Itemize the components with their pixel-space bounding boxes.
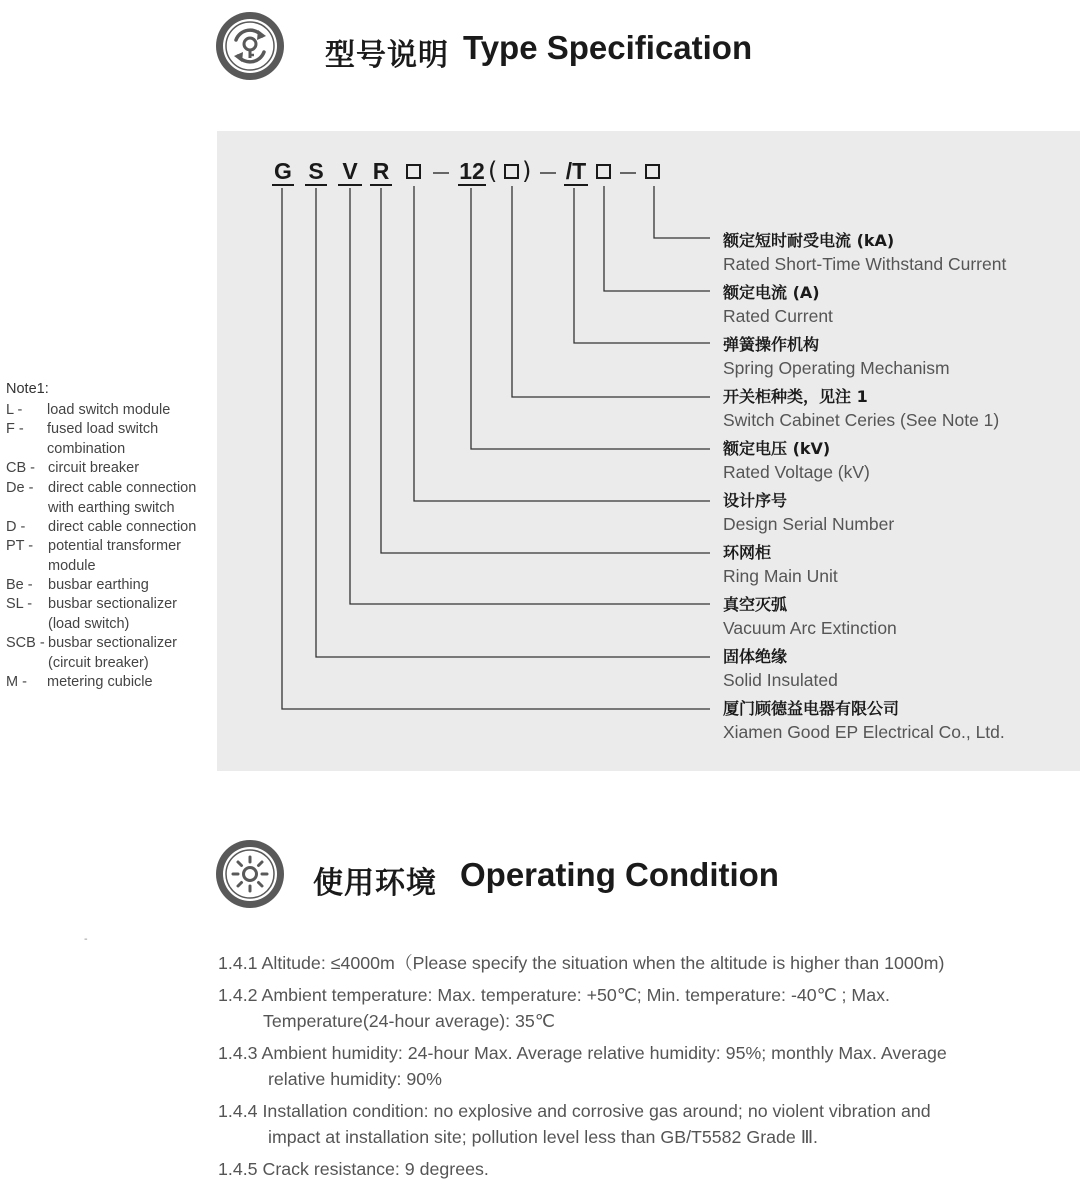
code-paren-close: ) [522,157,532,185]
note-key: CB - [6,460,35,476]
code-letter-g: G [272,158,294,186]
condition-temperature: 1.4.2 Ambient temperature: Max. temperature: +50℃; Min. temperature: -40℃ ; Max. Temperature(24-hour average): 35℃ [218,985,890,1031]
note-value: busbar sectionalizer (circuit breaker) [48,635,177,671]
label-en-vacuum-arc: Vacuum Arc Extinction [723,618,897,638]
code-mechanism: /T [565,158,587,184]
small-mark: - [84,934,88,945]
note-key: Be - [6,577,33,593]
label-en-mechanism: Spring Operating Mechanism [723,358,950,378]
sun-icon [214,838,286,910]
label-cn-short-time-current: 额定短时耐受电流 (kA) [723,231,895,250]
condition-crack-resistance: 1.4.5 Crack resistance: 9 degrees. [218,1159,489,1179]
note-value: direct cable connection with earthing switch [48,480,197,516]
note-key: F - [6,421,24,437]
label-cn-solid-insulated: 固体绝缘 [723,647,788,666]
label-cn-mechanism: 弹簧操作机构 [723,335,820,354]
note-key: D - [6,519,26,535]
label-cn-ring-main-unit: 环网柜 [723,543,772,562]
note-value: circuit breaker [48,460,140,476]
label-en-cabinet-series: Switch Cabinet Ceries (See Note 1) [723,410,1000,430]
note-value: potential transformer module [48,538,181,574]
condition-installation: 1.4.4 Installation condition: no explosive and corrosive gas around; no violent vibration and impact at installation site; pollution level less than GB/T5582 Grade Ⅲ. [218,1101,931,1147]
label-cn-design-serial: 设计序号 [723,491,788,510]
label-en-design-serial: Design Serial Number [723,514,895,534]
note-key: L - [6,402,23,418]
condition-humidity: 1.4.3 Ambient humidity: 24-hour Max. Average relative humidity: 95%; monthly Max. Average relative humidity: 90% [218,1043,947,1089]
type-spec-title-en: Type Specification [463,29,753,66]
note-value: metering cubicle [47,674,153,690]
note-title: Note1: [6,381,49,397]
type-spec-title-cn: 型号说明 [325,38,449,73]
label-en-company: Xiamen Good EP Electrical Co., Ltd. [723,722,1005,742]
note-value: load switch module [47,402,171,418]
note-value: busbar sectionalizer (load switch) [48,596,177,632]
label-en-solid-insulated: Solid Insulated [723,670,838,690]
note-key: M - [6,674,27,690]
label-en-short-time-current: Rated Short-Time Withstand Current [723,254,1007,274]
operating-title-en: Operating Condition [460,856,779,893]
code-letter-s: S [305,158,327,186]
note-key: PT - [6,538,34,554]
code-letter-v: V [338,158,362,186]
label-cn-company: 厦门顾德益电器有限公司 [723,699,900,718]
note-key: SL - [6,596,33,612]
note-value: direct cable connection [48,519,197,535]
note-key: De - [6,480,34,496]
code-paren-open: ( [488,157,498,185]
condition-altitude: 1.4.1 Altitude: ≤4000m（Please specify the situation when the altitude is higher than 1000m) [218,953,945,973]
code-voltage: 12 [459,158,485,184]
operating-title-cn: 使用环境 [313,866,437,901]
label-cn-cabinet-series: 开关柜种类，见注 1 [723,387,868,406]
note-value: fused load switch combination [47,421,159,457]
label-cn-vacuum-arc: 真空灭弧 [723,595,788,614]
code-letter-r: R [370,158,392,186]
label-en-rated-voltage: Rated Voltage (kV) [723,462,870,482]
note-key: SCB - [6,635,45,651]
label-en-rated-current: Rated Current [723,306,833,326]
label-cn-rated-voltage: 额定电压 (kV) [723,439,831,458]
label-cn-rated-current: 额定电流 (A) [723,283,820,302]
label-en-ring-main-unit: Ring Main Unit [723,566,838,586]
note-value: busbar earthing [48,577,149,593]
